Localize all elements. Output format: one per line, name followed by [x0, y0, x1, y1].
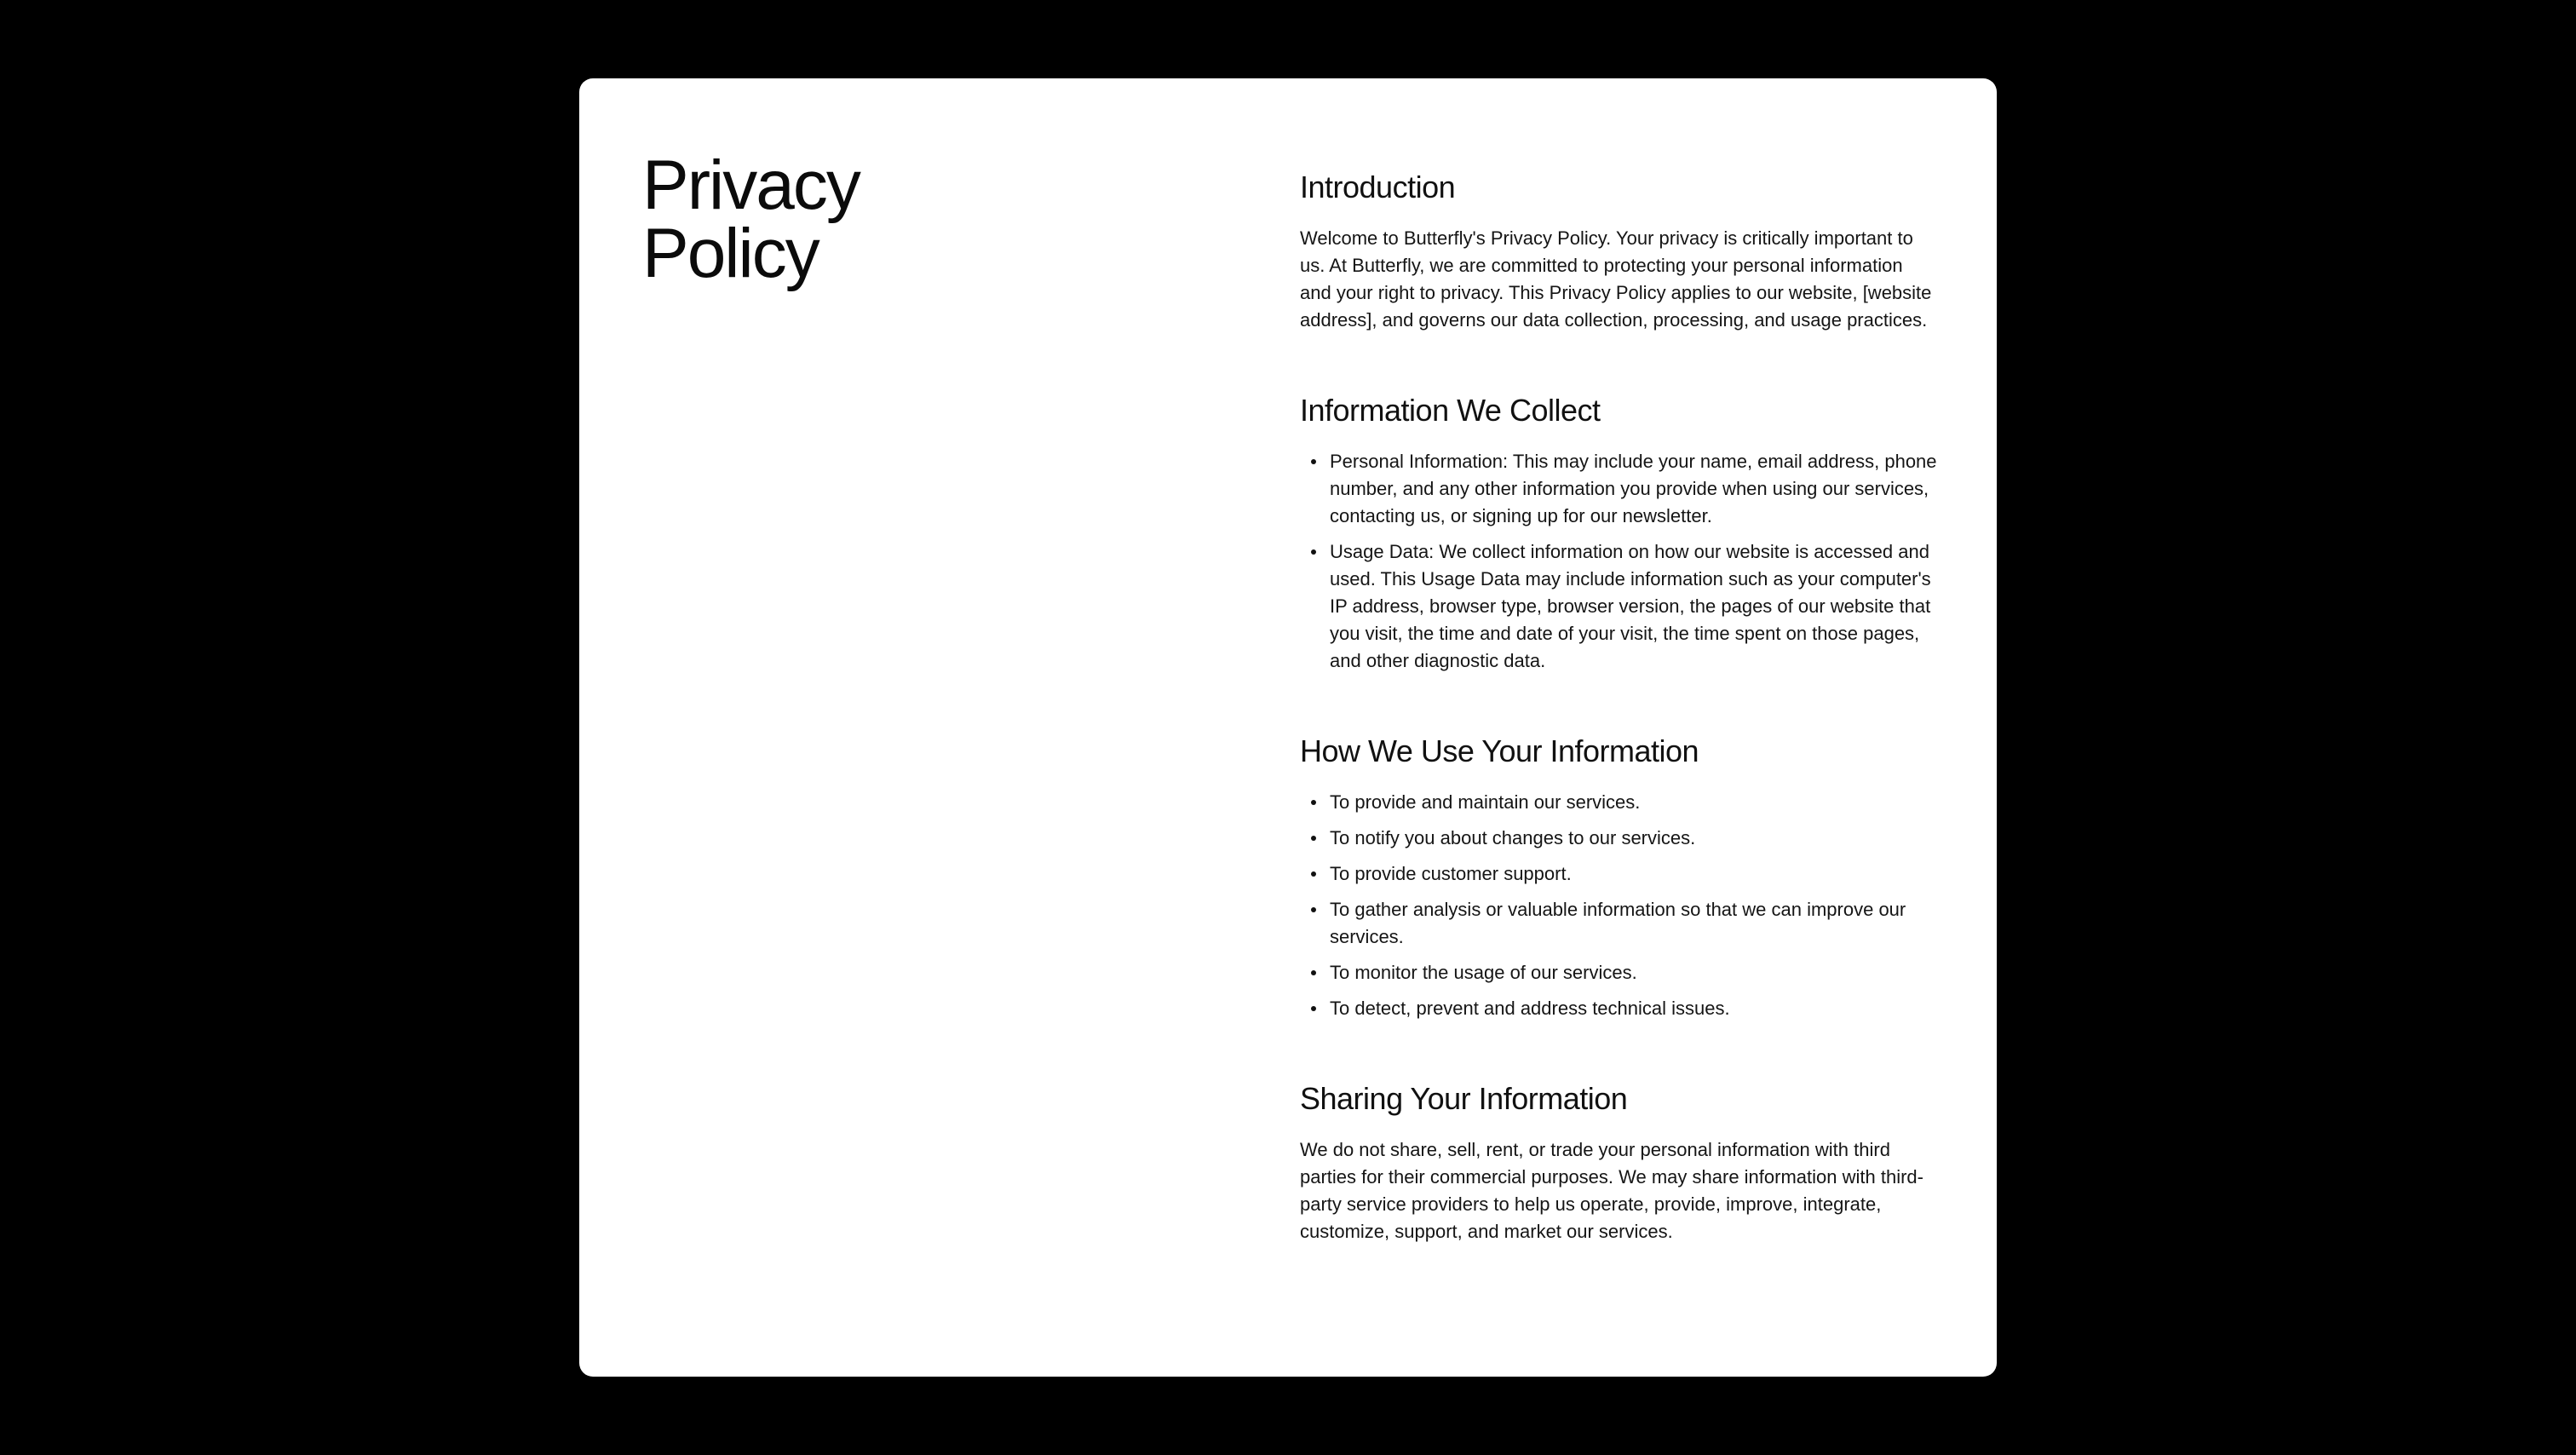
bullet-icon	[1311, 907, 1316, 912]
bullet-icon	[1311, 970, 1316, 975]
policy-content	[1300, 169, 1939, 1245]
information-we-collect-heading: Information We Collect	[1300, 393, 1601, 428]
bullet-icon	[1311, 871, 1316, 877]
information-we-collect-section	[1300, 392, 1939, 675]
sharing-text: We do not share, sell, rent, or trade your personal information with third parties for their commercial purposes. We may share information with third-party service providers to help us operate, provide, improve, integrate, customize, support, and market our services.	[1300, 1139, 1923, 1242]
how-we-use-list	[1300, 789, 1939, 1022]
list-item	[1300, 538, 1939, 675]
privacy-policy-card	[579, 78, 1997, 1377]
list-item	[1300, 789, 1939, 816]
bullet-icon	[1311, 549, 1316, 555]
sharing-heading: Sharing Your Information	[1300, 1081, 1628, 1116]
introduction-section	[1300, 169, 1939, 334]
page-title-line-1: Privacy	[642, 147, 860, 224]
list-item-text: To monitor the usage of our services.	[1330, 962, 1637, 983]
introduction-heading: Introduction	[1300, 170, 1456, 204]
sharing-section	[1300, 1080, 1939, 1245]
list-item	[1300, 995, 1939, 1022]
list-item	[1300, 825, 1939, 852]
list-item-text: Personal Information: This may include your name, email address, phone number, and any other information you provide when using our services, contacting us, or signing up for our newsletter.	[1330, 451, 1937, 526]
list-item-text: Usage Data: We collect information on how our website is accessed and used. This Usage Data may include information such as your computer's IP address, browser type, browser version, the pages of our website that you visit, the time and date of your visit, the time spent on those pages, and other diagnostic data.	[1330, 541, 1931, 671]
bullet-icon	[1311, 459, 1316, 464]
introduction-text: Welcome to Butterfly's Privacy Policy. Your privacy is critically important to us. At Butterfly, we are committed to protecting your personal information and your right to privacy. This Privacy Policy applies to our website, [website address], and governs our data collection, processing, and usage practices.	[1300, 227, 1932, 331]
list-item-text: To notify you about changes to our services.	[1330, 827, 1696, 848]
bullet-icon	[1311, 836, 1316, 841]
page-title	[642, 147, 860, 292]
how-we-use-section	[1300, 733, 1939, 1022]
page-title-line-2: Policy	[642, 215, 819, 292]
list-item-text: To provide customer support.	[1330, 863, 1572, 884]
list-item	[1300, 860, 1939, 888]
how-we-use-heading: How We Use Your Information	[1300, 733, 1699, 768]
bullet-icon	[1311, 800, 1316, 805]
list-item	[1300, 896, 1939, 951]
bullet-icon	[1311, 1006, 1316, 1011]
list-item-text: To provide and maintain our services.	[1330, 791, 1641, 813]
list-item-text: To detect, prevent and address technical issues.	[1330, 998, 1730, 1019]
list-item	[1300, 959, 1939, 986]
list-item	[1300, 448, 1939, 530]
information-we-collect-list	[1300, 448, 1939, 675]
list-item-text: To gather analysis or valuable information so that we can improve our services.	[1330, 899, 1906, 947]
